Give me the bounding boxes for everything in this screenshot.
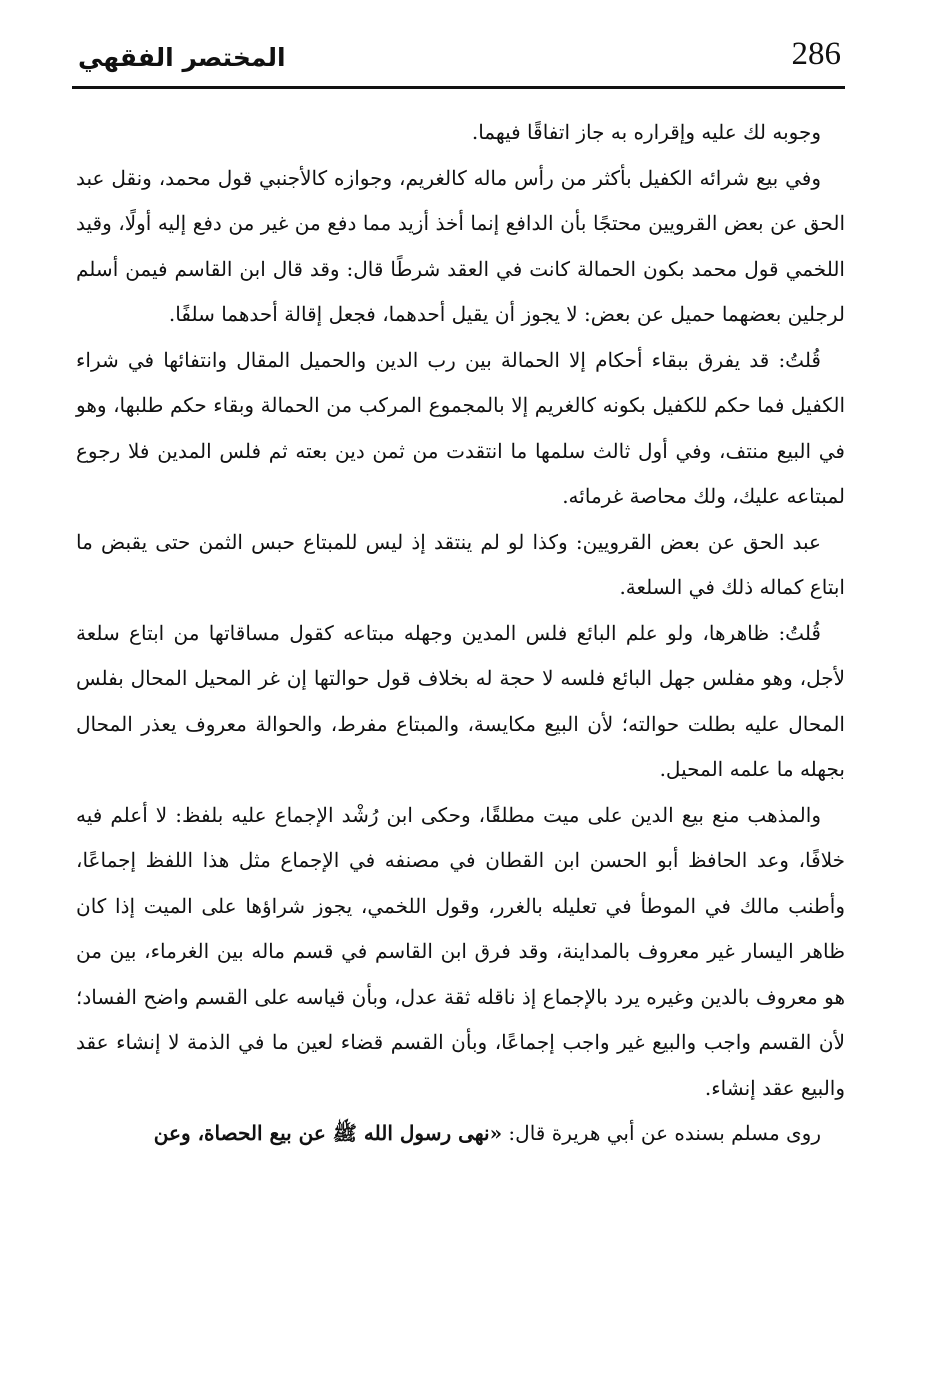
paragraph-1 [76, 110, 845, 156]
hadith-quote: «نهى رسول الله ﷺ عن بيع الحصاة، وعن [153, 1121, 503, 1145]
header-rule [72, 86, 845, 89]
qult-lead: قُلتُ: [778, 620, 821, 645]
paragraph-text: قد يفرق ببقاء أحكام إلا الحمالة بين رب الدين والحميل المقال وانتفائها في شراء الكفيل فما حكم للكفيل بكونه كالغريم إلا بالمجموع المركب من الحمالة وبقاء حكم طلبها، وهو في البيع منتف، وفي أول ثالث سلمها ما انتقدت من ثمن دين بعته ثم فلس المدين فلا رجوع لمبتاعه عليك، ولك محاصة غرمائه. [76, 347, 846, 508]
paragraph-text: والمذهب منع بيع الدين على ميت مطلقًا، وحكى ابن رُشْد الإجماع عليه بلفظ: لا أعلم فيه خلافًا، وعد الحافظ أبو الحسن ابن القطان في مصنفه في الإجماع مثل هذا اللفظ إجماعًا، وأطنب مالك في الموطأ في تعليله بالغرر، وقول اللخمي، يجوز شراؤها على الميت إذا كان ظاهر اليسار غير معروف بالمداينة، وقد فرق ابن القاسم في قسم ماله بين الغرماء، بين من هو معروف بالدين وغيره يرد بالإجماع إذ ناقله ثقة عدل، وبأن قياسه على القسم واضح الفساد؛ لأن القسم واجب والبيع غير واجب إجماعًا، وبأن القسم قضاء لعين ما في الذمة لا إنشاء عقد والبيع عقد إنشاء. [76, 802, 845, 1100]
book-title: المختصر الفقهي [78, 43, 286, 72]
paragraph-text: وفي بيع شرائه الكفيل بأكثر من رأس ماله كالغريم، وجوازه كالأجنبي قول محمد، ونقل عبد الحق عن بعض القرويين محتجًا بأن الدافع إنما أخذ أزيد مما دفع من غير من دفع إليه أولًا، وقيد اللخمي قول محمد بكون الحمالة كانت في العقد شرطًا قال: وقد قال ابن القاسم فيمن أسلم لرجلين بعضهما حميل عن بعض: لا يجوز أن يقيل أحدهما، فجعل إقالة أحدهما سلفًا. [76, 165, 845, 326]
paragraph-6 [76, 793, 845, 1112]
paragraph-text: وجوبه لك عليه وإقراره به جاز اتفاقًا فيهما. [471, 120, 821, 144]
paragraph-2 [76, 156, 845, 338]
page-body [76, 110, 845, 1157]
page-number: 286 [791, 36, 841, 72]
paragraph-text: روى مسلم بسنده عن أبي هريرة قال: [502, 1121, 821, 1145]
paragraph-text: ظاهرها، ولو علم البائع فلس المدين وجهله مبتاعه كقول مساقاتها من ابتاع سلعة لأجل، وهو مفلس جهل البائع فلسه لا حجة له بخلاف قول حوالتها إن غر المحيل المحال بفلس المحال عليه بطلت حوالته؛ لأن البيع مكايسة، والمبتاع مفرط، والحوالة معروف يعذر المحال بجهله ما علمه المحيل. [76, 620, 845, 781]
paragraph-4 [76, 520, 845, 611]
qult-lead: قُلتُ: [778, 347, 821, 372]
paragraph-5 [76, 611, 845, 793]
paragraph-text: عبد الحق عن بعض القرويين: وكذا لو لم ينتقد إذ ليس للمبتاع حبس الثمن حتى يقبض ما ابتاع كماله ذلك في السلعة. [76, 529, 845, 599]
paragraph-7 [76, 1111, 845, 1157]
paragraph-3 [76, 338, 845, 520]
page-header [72, 30, 845, 92]
